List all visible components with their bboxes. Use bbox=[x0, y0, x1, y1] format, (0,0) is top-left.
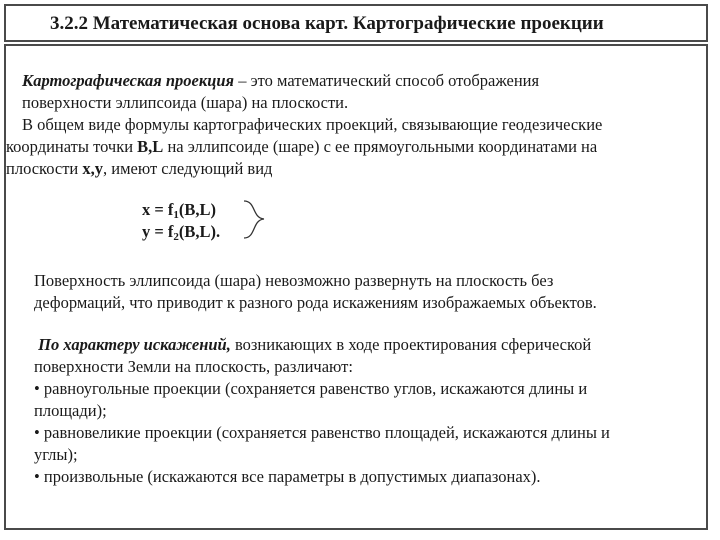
title-box bbox=[4, 4, 708, 42]
formula-y-sub: 2 bbox=[173, 231, 179, 243]
formula-brace bbox=[242, 198, 268, 242]
bullet-1-line1: • равноугольные проекции (сохраняется равенство углов, искажаются длины и bbox=[34, 379, 588, 398]
p3-line1-text: возникающих в ходе проектирования сферической bbox=[230, 335, 592, 354]
p3-term: По характеру искажений, bbox=[38, 335, 231, 354]
p1-line4-bold: B,L bbox=[137, 137, 164, 156]
p1-line5-bold: x,y bbox=[82, 159, 104, 178]
p1-line4 bbox=[6, 136, 597, 157]
p3-line1 bbox=[34, 334, 591, 355]
bullet-3: • произвольные (искажаются все параметры в допустимых диапазонах). bbox=[34, 467, 541, 486]
p1-line5-a: плоскости bbox=[6, 159, 83, 178]
p1-line1-text: – это математический способ отображения bbox=[234, 71, 540, 90]
formula-x bbox=[142, 200, 216, 221]
p2-line1: Поверхность эллипсоида (шара) невозможно развернуть на плоскость без bbox=[34, 271, 554, 290]
formula-y-rhs: (B,L). bbox=[178, 222, 221, 241]
p1-line4-b: на эллипсоиде (шаре) с ее прямоугольными координатами на bbox=[163, 137, 598, 156]
bullet-1-line2: площади); bbox=[34, 401, 107, 420]
page-title: 3.2.2 Математическая основа карт. Картографические проекции bbox=[50, 13, 604, 34]
formula-x-rhs: (B,L) bbox=[178, 200, 217, 219]
p1-line5 bbox=[6, 158, 272, 179]
formula-x-sub: 1 bbox=[173, 209, 179, 221]
p3-line2: поверхности Земли на плоскость, различают: bbox=[34, 357, 353, 376]
p1-term: Картографическая проекция bbox=[22, 71, 235, 90]
bullet-2-line2: углы); bbox=[34, 445, 78, 464]
bullet-2-line1: • равновеликие проекции (сохраняется равенство площадей, искажаются длины и bbox=[34, 423, 610, 442]
formula-y-lhs: y = f bbox=[142, 222, 174, 241]
p1-line2: поверхности эллипсоида (шара) на плоскости. bbox=[22, 93, 349, 112]
formula-x-lhs: x = f bbox=[142, 200, 174, 219]
p1-line1 bbox=[22, 70, 539, 91]
p2-line2: деформаций, что приводит к разного рода искажениям изображаемых объектов. bbox=[34, 293, 597, 312]
formula-y bbox=[142, 222, 220, 243]
p1-line5-b: , имеют следующий вид bbox=[103, 159, 273, 178]
p1-line4-a: координаты точки bbox=[6, 137, 138, 156]
p1-line3: В общем виде формулы картографических проекций, связывающие геодезические bbox=[22, 115, 603, 134]
